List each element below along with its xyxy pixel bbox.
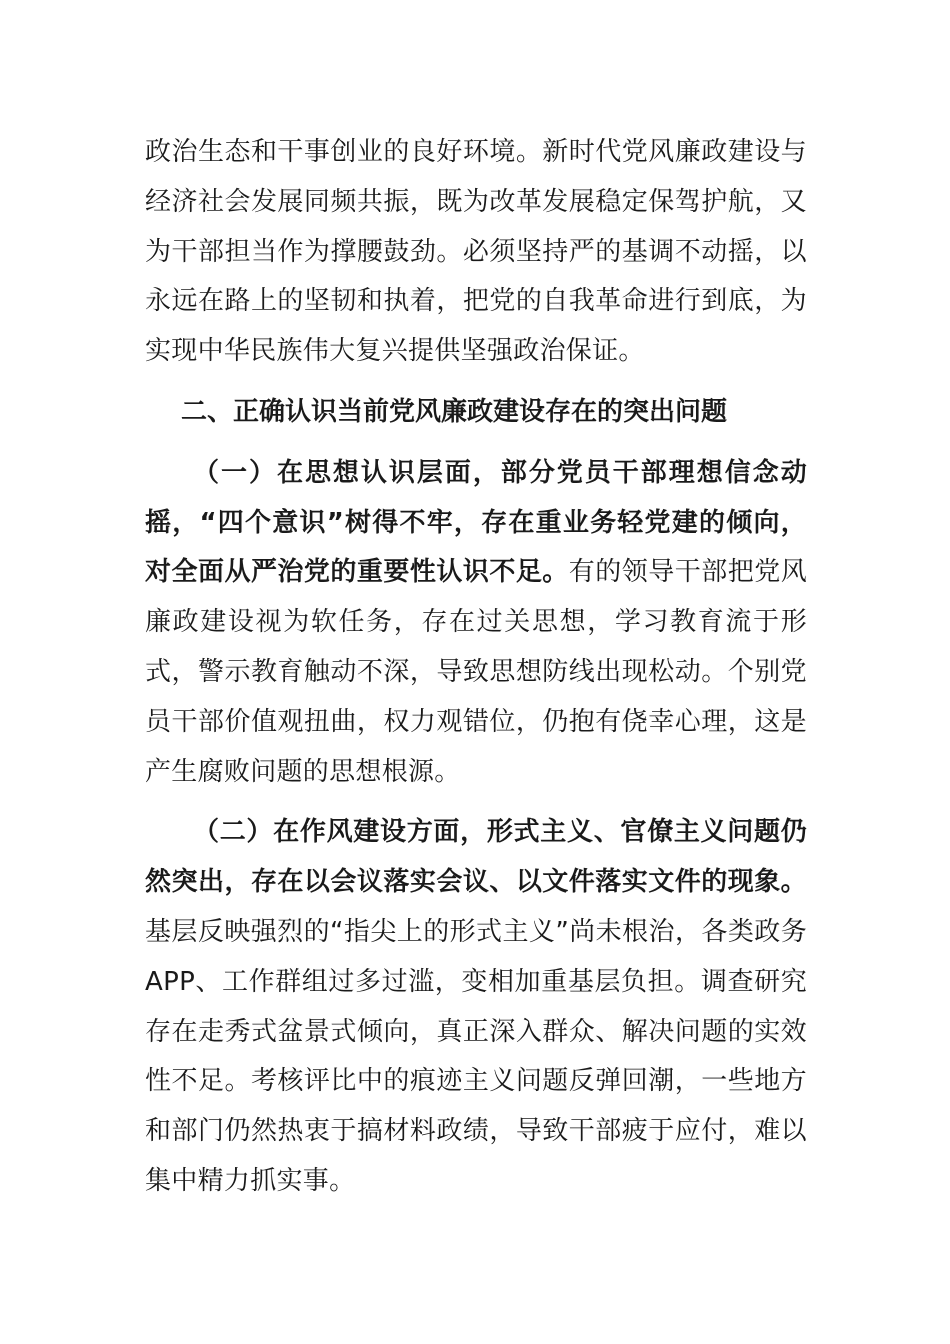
spacer <box>145 797 807 808</box>
section-1-lead: （一）在思想认识层面，部分党员干部理想信念动摇，“四个意识”树得不牢，存在重业务轻党建的倾向，对全面从严治党的重要性认识不足。 <box>145 457 807 588</box>
section-2-lead: （二）在作风建设方面，形式主义、官僚主义问题仍然突出，存在以会议落实会议、以文件落实文件的现象。 <box>145 817 807 898</box>
spacer <box>145 438 807 449</box>
paragraph-section-1 <box>145 449 807 798</box>
section-2-body: 基层反映强烈的“指尖上的形式主义”尚未根治，各类政务APP、工作群组过多过滥，变相加重基层负担。调查研究存在走秀式盆景式倾向，真正深入群众、解决问题的实效性不足。考核评比中的痕迹主义问题反弹回潮，一些地方和部门仍然热衷于搞材料政绩，导致干部疲于应付，难以集中精力抓实事。 <box>145 916 807 1196</box>
document-body <box>145 128 807 1207</box>
paragraph-intro: 政治生态和干事创业的良好环境。新时代党风廉政建设与经济社会发展同频共振，既为改革发展稳定保驾护航，又为干部担当作为撑腰鼓劲。必须坚持严的基调不动摇，以永远在路上的坚韧和执着，把党的自我革命进行到底，为实现中华民族伟大复兴提供坚强政治保证。 <box>145 137 807 367</box>
section-1-body: 有的领导干部把党风廉政建设视为软任务，存在过关思想，学习教育流于形式，警示教育触动不深，导致思想防线出现松动。个别党员干部价值观扭曲，权力观错位，仍抱有侥幸心理，这是产生腐败问题的思想根源。 <box>145 557 807 787</box>
paragraph-section-2 <box>145 808 807 1206</box>
spacer <box>145 377 807 388</box>
section-heading: 二、正确认识当前党风廉政建设存在的突出问题 <box>181 396 728 427</box>
